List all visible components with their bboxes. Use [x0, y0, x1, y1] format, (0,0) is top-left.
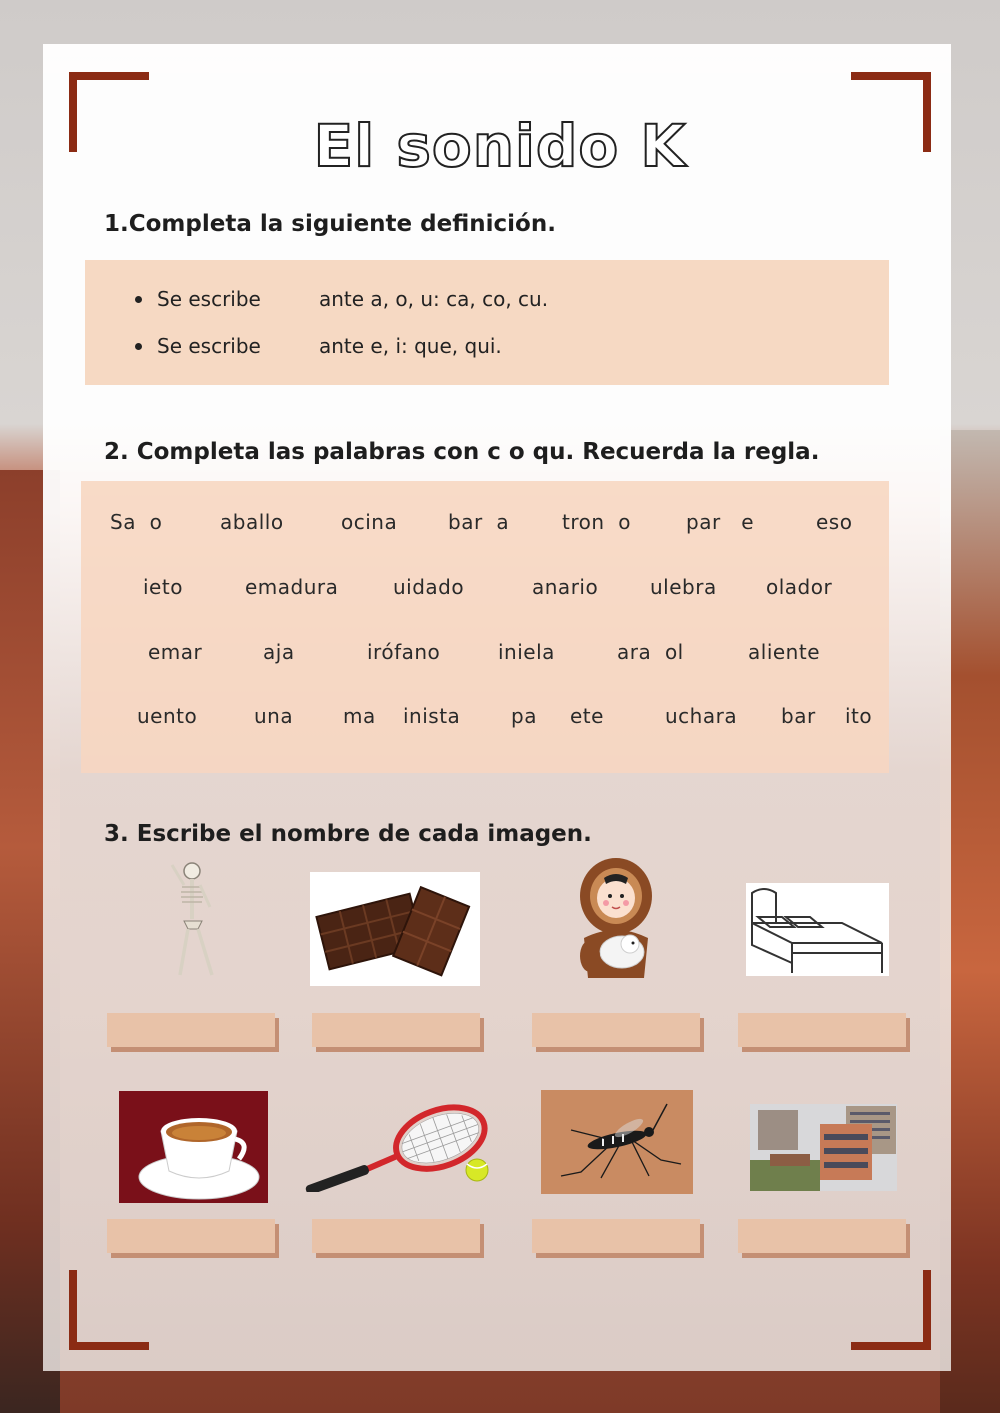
corner-bracket-bottom-left	[69, 1270, 149, 1350]
answer-slot-coffee[interactable]	[107, 1219, 275, 1253]
section3-heading: 3. Escribe el nombre de cada imagen.	[104, 821, 592, 847]
word-blank[interactable]: bar a	[448, 510, 510, 534]
bed-image	[746, 883, 889, 976]
word-blank[interactable]: aliente	[748, 640, 820, 664]
tennis-racket-image	[291, 1100, 499, 1192]
page-title: El sonido K	[313, 112, 687, 180]
word-blank[interactable]: olador	[766, 575, 833, 599]
word-blank[interactable]: aja	[263, 640, 295, 664]
chocolate-image	[310, 872, 480, 986]
word-blank[interactable]: inista	[403, 704, 461, 728]
word-blank[interactable]: eso	[816, 510, 853, 534]
answer-slot-bed[interactable]	[738, 1013, 906, 1047]
definition-lead: Se escribe	[157, 287, 261, 311]
word-blank[interactable]: ieto	[143, 575, 183, 599]
word-blank[interactable]: bar	[781, 704, 816, 728]
section1-heading: 1.Completa la siguiente definición.	[104, 211, 556, 237]
word-blank[interactable]: pa	[511, 704, 537, 728]
word-blank[interactable]: ara ol	[617, 640, 684, 664]
word-blank[interactable]: una	[254, 704, 294, 728]
bullet-icon	[135, 296, 142, 303]
word-blank[interactable]: par e	[686, 510, 755, 534]
word-blank[interactable]: ete	[570, 704, 604, 728]
answer-slot-skeleton[interactable]	[107, 1013, 275, 1047]
section2-heading: 2. Completa las palabras con c o qu. Recuerda la regla.	[104, 439, 820, 465]
word-blank[interactable]: aballo	[220, 510, 284, 534]
answer-slot-mosquito[interactable]	[532, 1219, 700, 1253]
word-blank[interactable]: iniela	[498, 640, 555, 664]
definition-lead: Se escribe	[157, 334, 261, 358]
word-blank[interactable]: ulebra	[650, 575, 717, 599]
definition-rest: ante e, i: que, qui.	[319, 334, 502, 358]
answer-slot-school[interactable]	[738, 1219, 906, 1253]
corner-bracket-bottom-right	[851, 1270, 931, 1350]
word-blank[interactable]: ito	[845, 704, 873, 728]
definition-row-1	[135, 287, 548, 311]
skeleton-image	[160, 855, 230, 983]
school-building-image	[750, 1104, 897, 1191]
word-blank[interactable]: ma	[343, 704, 376, 728]
word-blank[interactable]: anario	[532, 575, 599, 599]
definition-box	[85, 260, 889, 385]
bullet-icon	[135, 343, 142, 350]
definition-row-2	[135, 334, 502, 358]
answer-slot-eskimo[interactable]	[532, 1013, 700, 1047]
mosquito-image	[541, 1090, 693, 1194]
coffee-cup-image	[119, 1091, 268, 1203]
word-blank[interactable]: irófano	[367, 640, 441, 664]
eskimo-image	[570, 856, 662, 984]
word-blank[interactable]: uchara	[665, 704, 738, 728]
word-blank[interactable]: emadura	[245, 575, 339, 599]
word-blank[interactable]: emar	[148, 640, 203, 664]
definition-rest: ante a, o, u: ca, co, cu.	[319, 287, 549, 311]
answer-slot-racket[interactable]	[312, 1219, 480, 1253]
word-blank[interactable]: uento	[137, 704, 198, 728]
word-blank[interactable]: Sa o	[110, 510, 163, 534]
word-blank[interactable]: ocina	[341, 510, 398, 534]
word-blank[interactable]: tron o	[562, 510, 631, 534]
word-blank[interactable]: uidado	[393, 575, 465, 599]
answer-slot-chocolate[interactable]	[312, 1013, 480, 1047]
